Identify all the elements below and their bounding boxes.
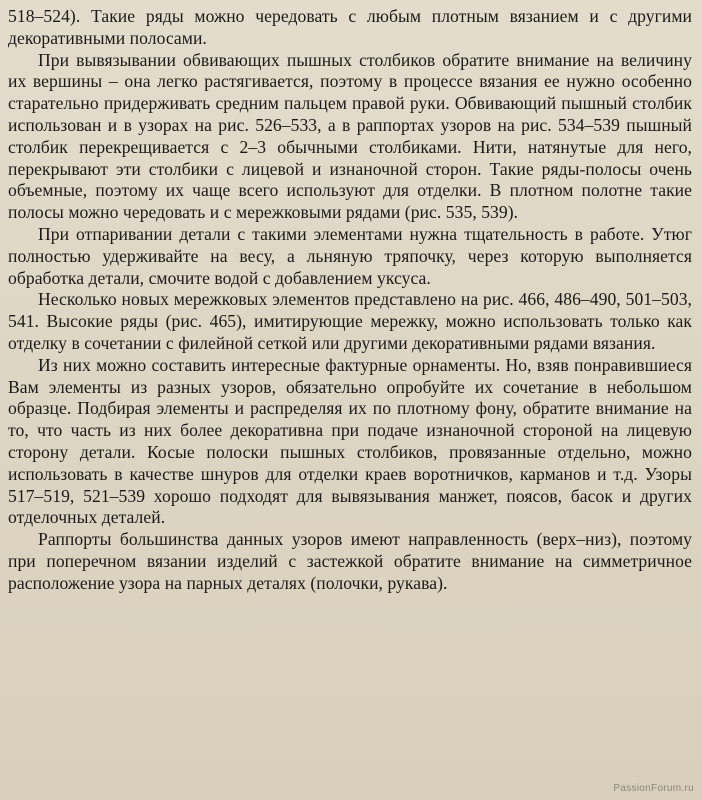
paragraph-ornaments: Из них можно составить интересные фактурные орнаменты. Но, взяв понравившиеся Вам элементы из разных узоров, обязательно опробуйте их сочетание в небольшом образце. Подбирая элементы и распределяя их по плотному фону, обратите внимание на то, что часть из них более декоративна при подаче изнаночной стороной на лицевую сторону детали. Косые полоски пышных столбиков, провязанные отдельно, можно использовать в качестве шнуров для отделки краев воротничков, карманов и т.д. Узоры 517–519, 521–539 хорошо подходят для вывязывания манжет, поясов, басок и других отделочных деталей. <box>8 354 692 528</box>
paragraph-continuation: 518–524). Такие ряды можно чередовать с любым плотным вязанием и с другими декоративными полосами. <box>8 6 692 48</box>
paragraph-rapports: Раппорты большинства данных узоров имеют направленность (верх–низ), поэтому при поперечном вязании изделий с застежкой обратите внимание на симметричное расположение узора на парных деталях (полочки, рукава). <box>8 529 692 593</box>
paragraph-openwork: Несколько новых мережковых элементов представлено на рис. 466, 486–490, 501–503, 541. Высокие ряды (рис. 465), имитирующие мережку, можно использовать только как отделку в сочетании с филейной сеткой или другими декоративными рядами вязания. <box>8 289 692 353</box>
paragraph-pile-stitches: При вывязывании обвивающих пышных столбиков обратите внимание на величину их вершины – она легко растягивается, поэтому в процессе вязания ее нужно особенно старательно придерживать средним пальцем правой руки. Обвивающий пышный столбик использован и в узорах на рис. 526–533, а в раппортах узоров на рис. 534–539 пышный столбик перекрещивается с 2–3 обычными столбиками. Нити, натянутые для него, перекрывают эти столбики с лицевой и изнаночной сторон. Такие ряды-полосы очень объемные, поэтому их чаще всего используют для отделки. В плотном полотне такие полосы можно чередовать и с мережковыми рядами (рис. 535, 539). <box>8 49 692 223</box>
paragraph-steaming: При отпаривании детали с такими элементами нужна тщательность в работе. Утюг полностью удерживайте на весу, а льняную тряпочку, через которую выполняется обработка детали, смочите водой с добавлением уксуса. <box>8 223 692 288</box>
body-text <box>8 6 692 595</box>
watermark: PassionForum.ru <box>613 783 694 794</box>
